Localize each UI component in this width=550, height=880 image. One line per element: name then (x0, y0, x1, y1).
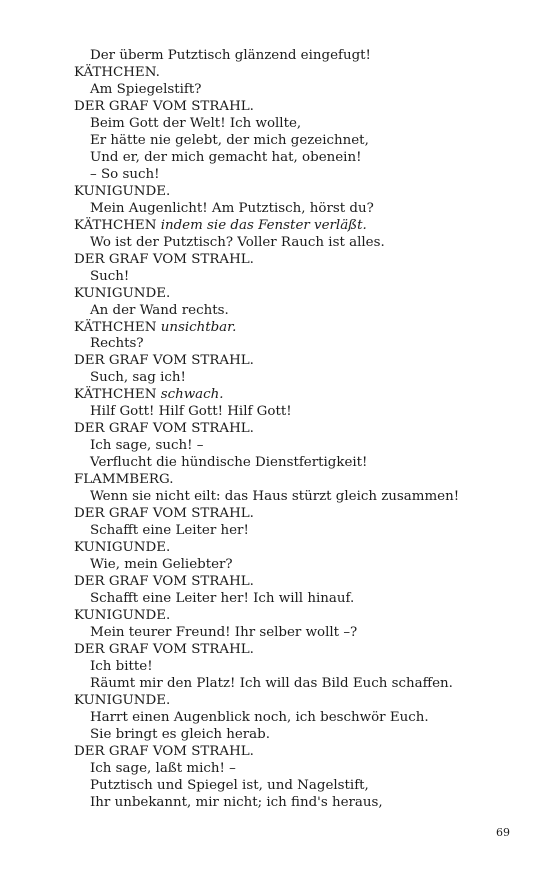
verse-line (74, 370, 524, 387)
verse-text: Such! (90, 268, 130, 284)
speaker-name: KÄTHCHEN (74, 319, 157, 335)
speaker-name: DER GRAF VOM STRAHL. (74, 98, 254, 114)
speaker-name: KUNIGUNDE. (74, 540, 171, 556)
verse-line (74, 557, 524, 574)
verse-line (74, 455, 524, 472)
speaker-line (74, 540, 524, 557)
stage-direction: unsichtbar. (160, 319, 237, 335)
speaker-line (74, 218, 524, 235)
stage-direction: schwach. (160, 387, 224, 403)
verse-text: Verflucht die hündische Dienstfertigkeit! (90, 455, 368, 471)
verse-text: Der überm Putztisch glänzend eingefugt! (90, 48, 371, 63)
verse-text: Wo ist der Putztisch? Voller Rauch ist alles. (90, 234, 385, 250)
verse-line (74, 727, 524, 744)
speaker-line (74, 421, 524, 438)
verse-text: Wie, mein Geliebter? (90, 557, 233, 573)
verse-text: Beim Gott der Welt! Ich wollte, (90, 115, 302, 131)
verse-line (74, 591, 524, 608)
speaker-name: KUNIGUNDE. (74, 692, 171, 708)
verse-line (74, 201, 524, 218)
verse-line (74, 659, 524, 676)
speaker-name: KUNIGUNDE. (74, 607, 171, 623)
speaker-line (74, 472, 524, 489)
verse-line (74, 795, 524, 812)
verse-line (74, 336, 524, 353)
speaker-name: DER GRAF VOM STRAHL. (74, 641, 254, 657)
verse-text: Rechts? (90, 336, 144, 352)
verse-line (74, 676, 524, 693)
verse-text: Putztisch und Spiegel ist, und Nagelstift, (90, 777, 369, 793)
speaker-name: KUNIGUNDE. (74, 285, 171, 301)
verse-text: Such, sag ich! (90, 370, 186, 386)
verse-text: Schafft eine Leiter her! Ich will hinauf. (90, 591, 355, 606)
verse-line (74, 150, 524, 167)
verse-text: Schafft eine Leiter her! (90, 523, 249, 539)
speaker-name: KÄTHCHEN (74, 387, 157, 403)
speaker-line (74, 252, 524, 269)
verse-line (74, 269, 524, 286)
verse-text: Sie bringt es gleich herab. (90, 726, 270, 742)
verse-text: Am Spiegelstift? (90, 81, 202, 97)
speaker-name: DER GRAF VOM STRAHL. (74, 574, 254, 590)
verse-text: Harrt einen Augenblick noch, ich beschwör Euch. (90, 709, 429, 725)
speaker-line (74, 693, 524, 710)
page-text (74, 48, 524, 812)
speaker-name: KÄTHCHEN. (74, 64, 160, 80)
speaker-name: DER GRAF VOM STRAHL. (74, 251, 254, 267)
speaker-line (74, 99, 524, 116)
verse-line (74, 523, 524, 540)
speaker-line (74, 642, 524, 659)
verse-line (74, 761, 524, 778)
speaker-line (74, 184, 524, 201)
stage-direction: indem sie das Fenster verläßt. (160, 217, 367, 233)
verse-line (74, 82, 524, 99)
speaker-line (74, 286, 524, 303)
verse-text: Ich sage, such! – (90, 438, 204, 454)
verse-line (74, 710, 524, 727)
verse-text: Mein Augenlicht! Am Putztisch, hörst du? (90, 200, 374, 216)
speaker-name: KÄTHCHEN (74, 217, 157, 233)
verse-line (74, 303, 524, 320)
verse-line (74, 48, 524, 65)
speaker-line (74, 353, 524, 370)
speaker-name: DER GRAF VOM STRAHL. (74, 506, 254, 522)
speaker-line (74, 574, 524, 591)
verse-text: Ich sage, laßt mich! – (90, 760, 236, 776)
speaker-line (74, 506, 524, 523)
verse-text: Mein teurer Freund! Ihr selber wollt –? (90, 624, 358, 640)
speaker-line (74, 608, 524, 625)
verse-text: – So such! (90, 166, 160, 182)
verse-text: Er hätte nie gelebt, der mich gezeichnet, (90, 132, 369, 148)
speaker-name: KUNIGUNDE. (74, 183, 171, 199)
verse-line (74, 133, 524, 150)
verse-text: Hilf Gott! Hilf Gott! Hilf Gott! (90, 404, 292, 420)
page-number: 69 (496, 826, 510, 839)
verse-line (74, 778, 524, 795)
speaker-line (74, 320, 524, 337)
speaker-name: DER GRAF VOM STRAHL. (74, 421, 254, 437)
verse-text: Räumt mir den Platz! Ich will das Bild Euch schaffen. (90, 675, 453, 691)
verse-line (74, 404, 524, 421)
verse-line (74, 167, 524, 184)
verse-text: Wenn sie nicht eilt: das Haus stürzt gleich zusammen! (90, 489, 460, 505)
verse-line (74, 116, 524, 133)
verse-line (74, 438, 524, 455)
verse-text: An der Wand rechts. (90, 302, 229, 318)
verse-text: Und er, der mich gemacht hat, obenein! (90, 149, 362, 165)
speaker-line (74, 387, 524, 404)
verse-line (74, 235, 524, 252)
verse-text: Ich bitte! (90, 658, 153, 674)
speaker-name: DER GRAF VOM STRAHL. (74, 743, 254, 759)
verse-text: Ihr unbekannt, mir nicht; ich find's heraus, (90, 794, 383, 810)
verse-line (74, 489, 524, 506)
speaker-name: DER GRAF VOM STRAHL. (74, 353, 254, 369)
speaker-line (74, 744, 524, 761)
verse-line (74, 625, 524, 642)
speaker-name: FLAMMBERG. (74, 472, 174, 488)
speaker-line (74, 65, 524, 82)
